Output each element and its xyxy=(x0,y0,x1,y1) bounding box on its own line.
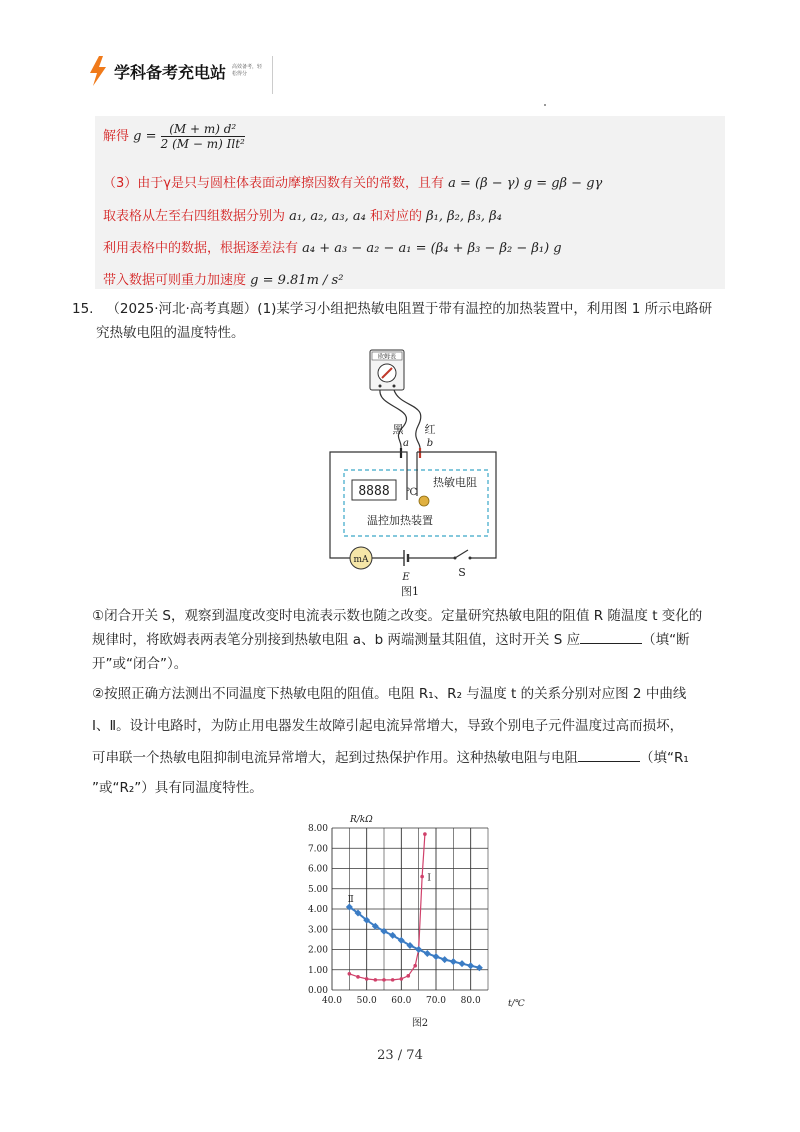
data-point xyxy=(374,978,378,982)
question-number: 15. xyxy=(72,301,94,317)
battery-label: E xyxy=(402,572,410,583)
data-point xyxy=(424,950,431,957)
solution-line-3 xyxy=(103,205,502,224)
solution-line-2 xyxy=(103,172,602,191)
y-tick-label: 4.00 xyxy=(307,905,328,915)
chart-grid xyxy=(332,828,488,990)
solution-line-1: 解得 g = $\frac{\text{(M + m) d²}}{\text{2 (M − m) Ilt²}}$ xyxy=(103,122,245,151)
question-part-1 xyxy=(92,604,732,800)
x-tick-label: 60.0 xyxy=(391,996,412,1006)
y-tick-label: 5.00 xyxy=(307,884,328,895)
x-axis-label: t/℃ xyxy=(508,999,525,1009)
question-stem xyxy=(72,297,727,345)
solution-text: 利用表格中的数据，根据逐差法有 xyxy=(103,241,299,256)
figure2-caption: 图2 xyxy=(411,1018,429,1029)
y-tick-label: 7.00 xyxy=(307,844,328,855)
data-point xyxy=(406,974,410,978)
formula: g = 9.81m / s² xyxy=(250,273,344,288)
decorative-dot xyxy=(544,104,546,106)
data-point xyxy=(467,962,474,969)
question-text: 开”或“闭合”）。 xyxy=(92,656,188,672)
solution-text: 取表格从左至右四组数据分别为 xyxy=(103,209,286,224)
data-point xyxy=(415,946,422,953)
data-point xyxy=(400,977,404,981)
solution-text: 带入数据可则重力加速度 xyxy=(103,273,247,288)
terminal-b-label: b xyxy=(426,438,434,449)
series-label: Ⅱ xyxy=(347,894,354,905)
page-number: 23 / 74 xyxy=(377,1048,423,1063)
y-tick-label: 0.00 xyxy=(307,986,328,996)
lightning-icon xyxy=(88,56,108,86)
x-tick-label: 40.0 xyxy=(321,996,343,1006)
switch-label: S xyxy=(458,566,466,579)
data-point xyxy=(382,978,386,982)
display-digits: 8888 xyxy=(358,484,390,499)
solution-label: 解得 xyxy=(103,129,130,144)
logo-text: 学科备考充电站 xyxy=(114,62,227,82)
device-label: 温控加热装置 xyxy=(367,514,433,527)
series-label: Ⅰ xyxy=(427,873,431,884)
milliammeter-label: mA xyxy=(353,555,369,565)
circuit-figure xyxy=(320,348,500,598)
thermistor-label: 热敏电阻 xyxy=(433,476,477,489)
y-tick-label: 2.00 xyxy=(307,945,328,956)
thermistor xyxy=(419,496,429,506)
data-point xyxy=(476,964,483,971)
y-tick-label: 6.00 xyxy=(307,864,328,875)
x-tick-label: 70.0 xyxy=(425,996,447,1006)
series-line xyxy=(349,834,425,980)
question-text: Ⅰ、Ⅱ。设计电路时，为防止用电器发生故障引起电流异常增大，导致个别电子元件温度过高而损坏， xyxy=(92,718,684,734)
data-point xyxy=(423,832,427,836)
question-text: （2025·河北·高考真题）(1)某学习小组把热敏电阻置于带有温控的加热装置中，利用图 1 所示电路研 xyxy=(106,301,713,317)
data-point xyxy=(413,964,417,968)
y-tick-label: 1.00 xyxy=(307,965,328,976)
circuit-wire-right xyxy=(417,452,496,558)
question-text: （填“R₁ xyxy=(640,750,689,766)
chart-ticks xyxy=(308,824,481,1006)
data-point xyxy=(348,972,352,976)
question-text: 究热敏电阻的温度特性。 xyxy=(96,325,245,341)
data-point xyxy=(433,953,440,960)
question-text: ②按照正确方法测出不同温度下热敏电阻的阻值。电阻 R₁、R₂ 与温度 t 的关系分别对应图 2 中曲线 xyxy=(92,686,687,702)
logo-slogan: 高效备考，轻松得分 xyxy=(232,64,263,77)
answer-blank-2[interactable] xyxy=(578,749,640,762)
y-tick-label: 8.00 xyxy=(307,824,328,834)
header-divider xyxy=(272,56,273,94)
x-tick-label: 50.0 xyxy=(356,996,377,1006)
circuit-wire-left xyxy=(330,452,407,558)
formula-fraction: $\frac{\text{(M + m) d²}}{\text{2 (M − m) Ilt²}}$ xyxy=(160,122,245,151)
question-text: 可串联一个热敏电阻抑制电流异常增大，起到过热保护作用。这种热敏电阻与电阻 xyxy=(92,750,578,766)
terminal-a-label: a xyxy=(403,438,409,449)
data-point xyxy=(420,875,424,879)
solution-box xyxy=(95,116,725,289)
question-text: 规律时，将欧姆表两表笔分别接到热敏电阻 a、b 两端测量其阻值，这时开关 S 应 xyxy=(92,632,581,648)
series-line xyxy=(349,907,479,968)
data-point xyxy=(391,978,395,982)
y-tick-label: 3.00 xyxy=(307,925,328,936)
x-tick-label: 80.0 xyxy=(460,996,481,1006)
solution-line-4 xyxy=(103,237,562,256)
question-text: （填“断 xyxy=(642,632,690,648)
question-text: ①闭合开关 S，观察到温度改变时电流表示数也随之改变。定量研究热敏电阻的阻值 R 随温度 t 变化的 xyxy=(92,608,703,624)
formula: a = (β − γ) g = gβ − gγ xyxy=(448,176,603,191)
black-label: 黑 xyxy=(392,423,404,436)
data-point xyxy=(450,958,457,965)
ohmmeter-label: 欧姆表 xyxy=(377,353,397,361)
switch xyxy=(455,550,468,558)
y-axis-label: R/kΩ xyxy=(350,815,373,825)
solution-text: 和对应的 xyxy=(369,209,422,224)
data-point xyxy=(459,960,466,967)
question-text: ”或“R₂”）具有同温度特性。 xyxy=(92,780,263,796)
solution-text: （3）由于γ是只与圆柱体表面动摩擦因数有关的常数，且有 xyxy=(103,176,444,191)
data-point xyxy=(365,977,369,981)
celsius-unit: ℃ xyxy=(406,487,418,498)
solution-line-5 xyxy=(103,269,343,288)
header-logo xyxy=(88,56,264,86)
formula: a₁, a₂, a₃, a₄ xyxy=(289,209,366,224)
formula: a₄ + a₃ − a₂ − a₁ = (β₄ + β₃ − β₂ − β₁) g xyxy=(302,241,562,256)
formula: β₁, β₂, β₃, β₄ xyxy=(426,209,502,224)
red-label: 红 xyxy=(424,423,436,436)
data-point xyxy=(356,975,360,979)
data-point xyxy=(441,956,448,963)
figure1-caption: 图1 xyxy=(401,585,419,598)
answer-blank-1[interactable] xyxy=(580,631,642,644)
resistance-temperature-chart xyxy=(290,808,540,1038)
